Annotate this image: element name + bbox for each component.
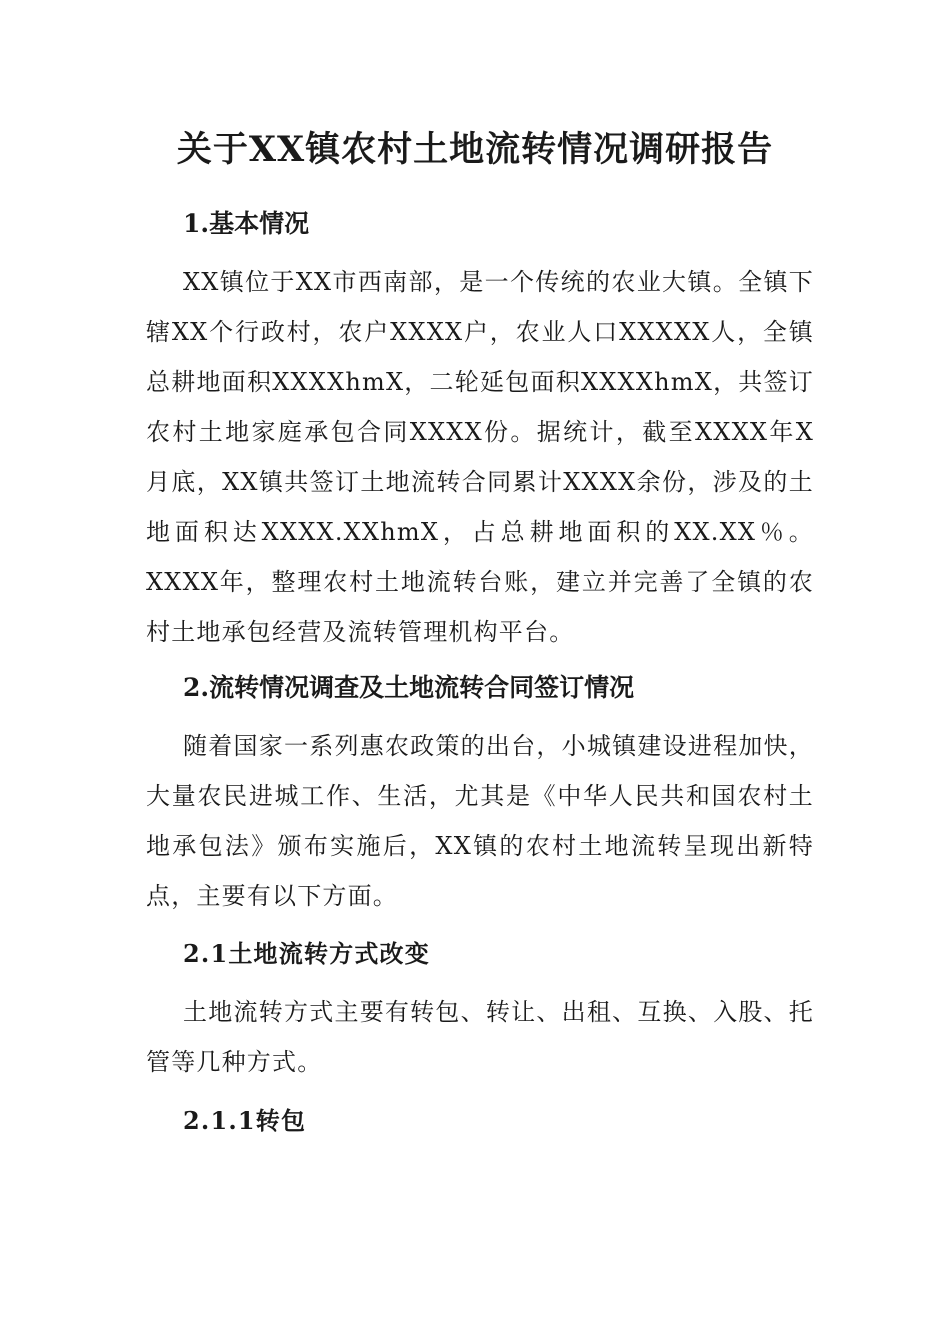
section-heading-basic-info: 1.基本情况: [183, 209, 310, 238]
section-paragraph-transfer-survey: 随着国家一系列惠农政策的出台，小城镇建设进程加快，大量农民进城工作、生活，尤其是《中华人民共和国农村土地承包法》颁布实施后，XX镇的农村土地流转呈现出新特点，主要有以下方面。: [146, 732, 814, 910]
subsection-heading-transfer-method: 2.1土地流转方式改变: [183, 939, 430, 968]
document-title: 关于XX镇农村土地流转情况调研报告: [176, 129, 774, 170]
section-heading-transfer-survey: 2.流转情况调查及土地流转合同签订情况: [183, 673, 635, 702]
subsection-heading-subcontract: 2.1.1转包: [183, 1106, 307, 1135]
section-paragraph-basic-info: XX镇位于XX市西南部，是一个传统的农业大镇。全镇下辖XX个行政村，农户XXXX户，农业人口XXXXX人，全镇总耕地面积XXXXhmX，二轮延包面积XXXXhmX，共签订农村土地家庭承包合同XXXX份。据统计，截至XXXX年X月底，XX镇共签订土地流转合同累计XXXX余份，涉及的土地面积达XXXX.XXhmX，占总耕地面积的XX.XX％。XXXX年，整理农村土地流转台账，建立并完善了全镇的农村土地承包经营及流转管理机构平台。: [146, 268, 814, 646]
subsection-paragraph-transfer-method: 土地流转方式主要有转包、转让、出租、互换、入股、托管等几种方式。: [146, 998, 814, 1076]
